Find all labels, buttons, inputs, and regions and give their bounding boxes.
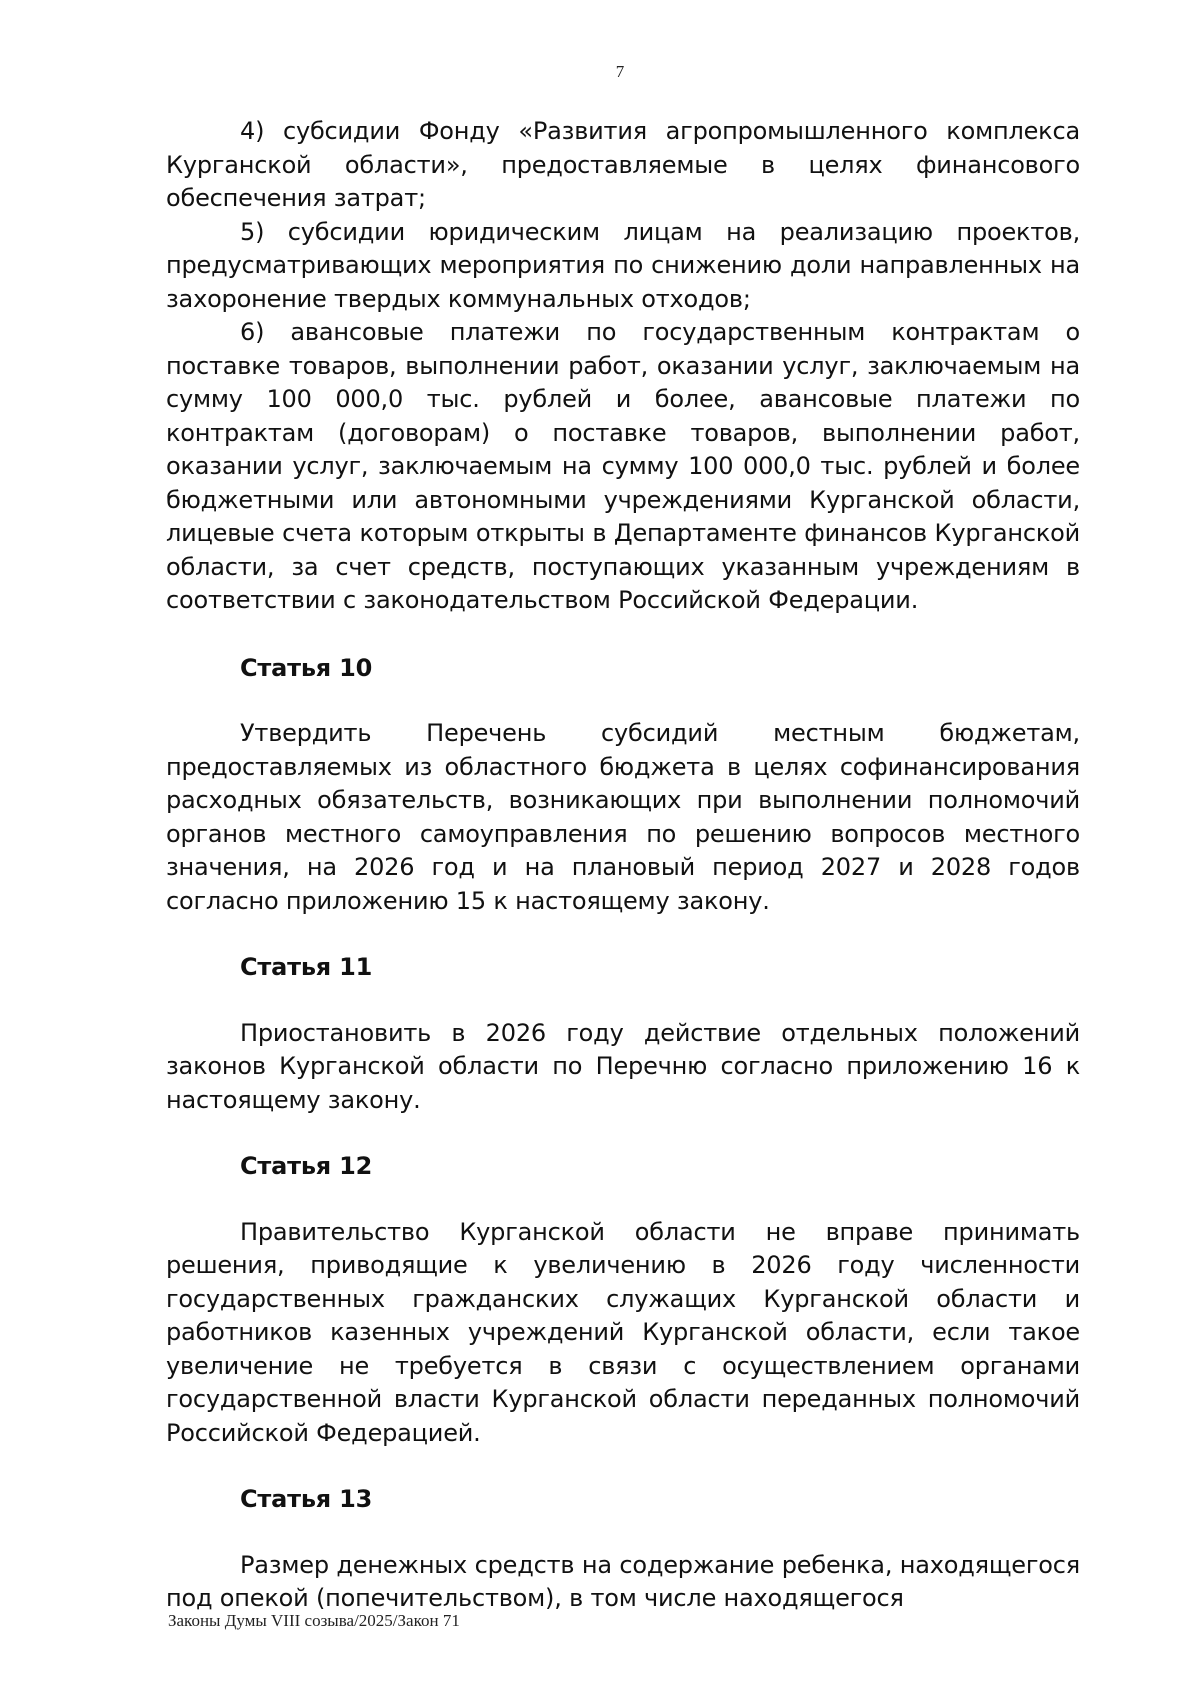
article-11-title: Статья 11 xyxy=(240,953,373,981)
article-10-title: Статья 10 xyxy=(240,653,373,682)
document-body xyxy=(166,115,1080,1616)
article-12-title: Статья 12 xyxy=(240,1152,373,1180)
list-item-6: 6) авансовые платежи по государственным контрактам о поставке товаров, выполнении работ, оказании услуг, заключаемым на сумму 100 000,0 тыс. рублей и более, авансовые платежи по контрактам (договорам) о поставке товаров, выполнении работ, оказании услуг, заключаемым на сумму 100 000,0 тыс. рублей и более бюджетными или автономными учреждениями Курганской области, лицевые счета которым открыты в Департаменте финансов Курганской области, за счет средств, поступающих указанным учреждениям в соответствии с законодательством Российской Федерации. xyxy=(166,318,1080,614)
article-11-text: Приостановить в 2026 году действие отдельных положений законов Курганской области по Перечню согласно приложению 16 к настоящему закону. xyxy=(166,1018,1080,1114)
document-footer: Законы Думы VIII созыва/2025/Закон 71 xyxy=(168,1611,460,1630)
article-13-title: Статья 13 xyxy=(240,1485,373,1513)
list-item-4: 4) субсидии Фонду «Развития агропромышленного комплекса Курганской области», предоставляемые в целях финансового обеспечения затрат; xyxy=(166,117,1080,212)
article-12-text: Правительство Курганской области не вправе принимать решения, приводящие к увеличению в 2026 году численности государственных гражданских служащих Курганской области и работников казенных учреждений Курганской области, если такое увеличение не требуется в связи с осуществлением органами государственной власти Курганской области переданных полномочий Российской Федерацией. xyxy=(166,1217,1080,1447)
article-13-text: Размер денежных средств на содержание ребенка, находящегося под опекой (попечительством), в том числе находящегося xyxy=(166,1550,1080,1612)
page-number: 7 xyxy=(615,62,625,81)
article-10-text: Утвердить Перечень субсидий местным бюджетам, предоставляемых из областного бюджета в целях софинансирования расходных обязательств, возникающих при выполнении полномочий органов местного самоуправления по решению вопросов местного значения, на 2026 год и на плановый период 2027 и 2028 годов согласно приложению 15 к настоящему закону. xyxy=(166,719,1080,915)
list-item-5: 5) субсидии юридическим лицам на реализацию проектов, предусматривающих мероприятия по снижению доли направленных на захоронение твердых коммунальных отходов; xyxy=(166,217,1080,313)
